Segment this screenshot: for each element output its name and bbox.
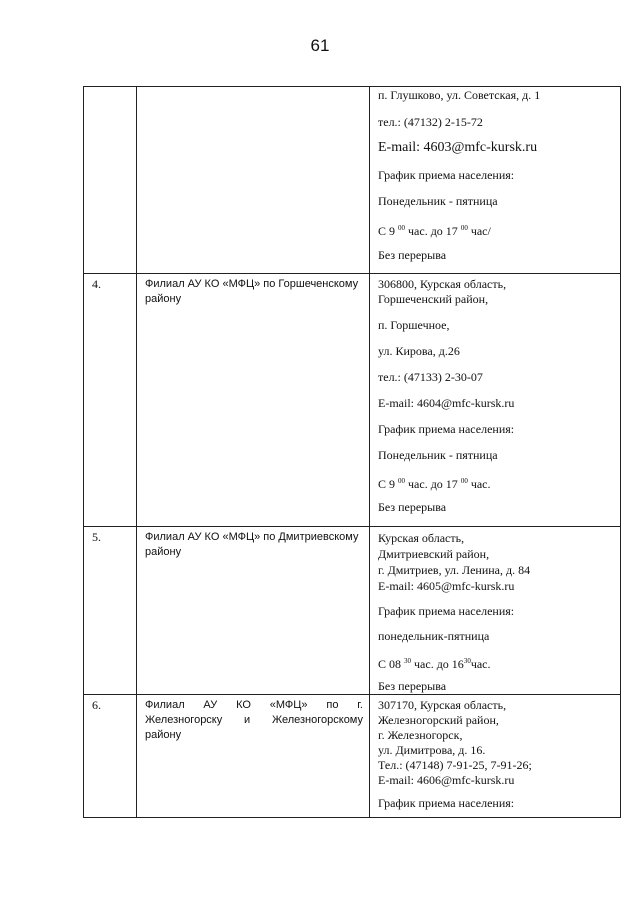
schedule-heading: График приема населения:: [378, 796, 515, 811]
email-line: E-mail: 4603@mfc-kursk.ru: [378, 140, 538, 156]
address-line: г. Дмитриев, ул. Ленина, д. 84: [378, 563, 531, 578]
email-line: E-mail: 4605@mfc-kursk.ru: [378, 579, 515, 594]
address-cell: [370, 527, 621, 695]
address-line: Дмитриевский район,: [378, 547, 490, 562]
break-line: Без перерыва: [378, 247, 447, 262]
branch-table: [83, 86, 621, 818]
branch-name-cell: [137, 87, 370, 274]
table-row: [84, 274, 621, 527]
table-row: [84, 527, 621, 695]
address-line: п. Горшечное,: [378, 318, 450, 333]
address-line: г. Железногорск,: [378, 728, 463, 743]
address-line: 306800, Курская область,: [378, 277, 507, 292]
address-cell: [370, 87, 621, 274]
branch-name-cell: Филиал АУ КО «МФЦ» по Горшеченскому району: [137, 274, 370, 527]
email-line: E-mail: 4604@mfc-kursk.ru: [378, 396, 515, 411]
table-row: [84, 87, 621, 274]
weekdays-line: Понедельник - пятница: [378, 448, 498, 463]
address-line: Железногорский район,: [378, 713, 499, 728]
schedule-heading: График приема населения:: [378, 422, 515, 437]
address-line: Горшеченский район,: [378, 292, 489, 307]
branch-name-cell: Филиал АУ КО «МФЦ» по Дмитриевскому району: [137, 527, 370, 695]
address-line: ул. Димитрова, д. 16.: [378, 743, 486, 758]
table-row: [84, 695, 621, 818]
break-line: Без перерыва: [378, 500, 447, 515]
row-number-cell: 6.: [84, 695, 137, 818]
hours-line: С 08 $^{30}$ час. до $16^{30}час$.: [378, 657, 491, 672]
row-number-cell: 5.: [84, 527, 137, 695]
schedule-heading: График приема населения:: [378, 604, 515, 619]
address-cell: [370, 695, 621, 818]
address-line: Курская область,: [378, 531, 465, 546]
break-line: Без перерыва: [378, 679, 447, 694]
hours-line: С 9 $^{00}$ час. до 17 $^{00}$ час/: [378, 223, 491, 238]
row-number-cell: 4.: [84, 274, 137, 527]
address-cell: [370, 274, 621, 527]
phone-line: тел.: (47133) 2-30-07: [378, 370, 483, 385]
phone-line: Тел.: (47148) 7-91-25, 7-91-26;: [378, 758, 532, 773]
schedule-heading: График приема населения:: [378, 167, 515, 182]
weekdays-line: Понедельник - пятница: [378, 194, 498, 209]
address-line: ул. Кирова, д.26: [378, 344, 460, 359]
row-number-cell: [84, 87, 137, 274]
page-number: 61: [310, 36, 330, 55]
address-line: п. Глушково, ул. Советская, д. 1: [378, 88, 541, 102]
phone-line: тел.: (47132) 2-15-72: [378, 114, 483, 129]
address-line: 307170, Курская область,: [378, 698, 507, 713]
email-line: E-mail: 4606@mfc-kursk.ru: [378, 773, 515, 788]
hours-line: С 9 $^{00}$ час. до 17 $^{00}$ час.: [378, 477, 491, 492]
weekdays-line: понедельник-пятница: [378, 629, 490, 644]
branch-name-cell: Филиал АУ КО «МФЦ» по г. Железногорску и Железногорскому району: [137, 695, 370, 818]
